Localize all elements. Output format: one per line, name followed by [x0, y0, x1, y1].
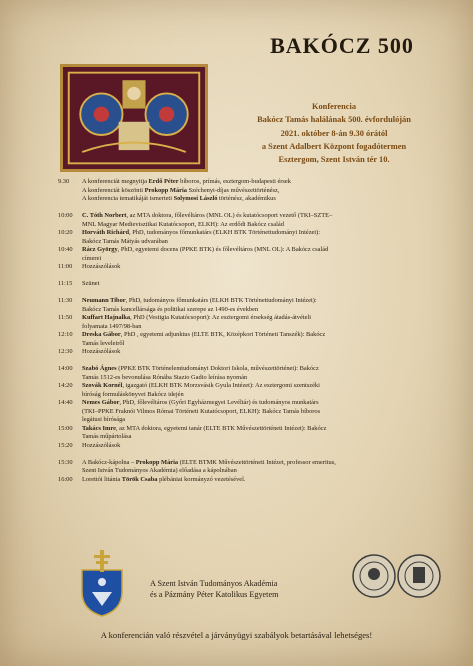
schedule-entry	[58, 476, 418, 485]
program-text: , PhD , egyetemi adjunktus (ELTE BTK, Középkori Történeti Tanszék): Bakócz	[120, 331, 326, 338]
organizer-line-2: és a Pázmány Péter Katolikus Egyetem	[150, 590, 279, 599]
entry-time: 11:30	[58, 297, 73, 304]
schedule-entry	[58, 272, 418, 281]
program-text: , PhD, tudományos főmunkatárs (ELKH BTK Történettudományi Intézet):	[129, 229, 321, 236]
schedule-entry	[58, 280, 418, 289]
speaker-name: Horváth Richárd	[82, 229, 130, 236]
program-text: (PPKE BTK Történelemtudományi Doktori Iskola, művészettörténet): Bakócz	[116, 365, 319, 372]
entry-description	[82, 280, 418, 289]
schedule-entry	[58, 382, 418, 399]
entry-time	[58, 357, 82, 366]
program-text: Bakócz Tamás Mátyás udvarában	[82, 237, 168, 245]
entry-time: 10:20	[58, 229, 73, 236]
schedule-entry	[58, 212, 418, 229]
entry-description	[82, 382, 418, 399]
program-text: (TKI–PPKE Fraknói Vilmos Római Történeti Kutatócsoport, ELKH): Bakócz Tamás bíboros	[82, 407, 321, 415]
schedule-entry	[58, 204, 418, 213]
entry-description	[82, 476, 418, 485]
entry-time: 15:20	[58, 441, 73, 449]
schedule-entry	[58, 399, 418, 425]
program-text: , PhD, tudományos főmunkatárs (ELKH BTK Történettudományi Intézet):	[125, 297, 317, 304]
entry-description	[82, 229, 418, 246]
program-text: , az MTA doktora, egyetemi tanár (ELTE BTK Művészettörténeti Intézet): Bakócz	[115, 424, 327, 432]
program-text: (ELTE BTMK Művészettörténeti Intézet, professor emeritus,	[178, 458, 336, 466]
schedule-entry	[58, 365, 418, 382]
program-text: Szent István Tudományos Akadémia) előadása a kápolnában	[82, 467, 237, 474]
entry-time	[58, 450, 82, 459]
entry-description	[82, 314, 418, 331]
conference-venue: a Szent Adalbert Központ fogadótermen	[261, 141, 407, 151]
entry-description	[82, 399, 418, 425]
entry-time: 10:40	[58, 246, 73, 253]
speaker-name: Takács Imre	[82, 424, 116, 432]
entry-time	[58, 272, 82, 281]
speaker-name: Solymosi László	[173, 195, 218, 202]
program-text: folyamata 1497/98-ban	[82, 322, 142, 330]
speaker-name: Szabó Ágnes	[82, 365, 117, 372]
entry-time: 14:00	[58, 365, 73, 372]
entry-description	[82, 272, 418, 281]
schedule-entry	[58, 425, 418, 442]
entry-description	[82, 246, 418, 263]
program-text: Tamás 1512-es bevonulása Rónába Stazio Gadio leírása nyomán	[82, 373, 248, 381]
entry-time: 16:00	[58, 475, 73, 483]
schedule-entry	[58, 246, 418, 263]
illuminated-manuscript-image	[60, 64, 208, 172]
program-text: bíboros, prímás, esztergom-budapesti érsek	[178, 178, 291, 185]
program-text: plébániai kormányzó vezetésével.	[157, 475, 246, 483]
program-text: , igazgató (ELKH BTK Morzsvásik Gyula Intézet): Az esztergomi szentszéki	[122, 382, 320, 389]
program-text: A konferenciát megnyitja	[82, 178, 149, 185]
entry-description	[82, 204, 418, 213]
speaker-name: Erdő Péter	[148, 178, 179, 185]
academy-crest-icon	[78, 548, 126, 618]
organizer-line-1: A Szent István Tudományos Akadémia	[150, 579, 278, 588]
program-text: Hozzászólások	[82, 263, 121, 270]
schedule-entry	[58, 459, 418, 476]
schedule-entry	[58, 289, 418, 298]
entry-time: 9.30	[58, 178, 70, 185]
speaker-name: Szovák Kornél	[82, 382, 123, 389]
program-text: , az MTA doktora, főlevéltáros (MNL OL) és kutatócsoport vezető (TKI–SZTE–	[126, 212, 333, 219]
speaker-name: Rácz György	[82, 246, 118, 253]
entry-description	[82, 331, 418, 348]
entry-time: 11:00	[58, 263, 73, 270]
schedule-entry	[58, 442, 418, 451]
covid-notice: A konferencián való részvétel a járványügyi szabályok betartásával lehetséges!	[100, 630, 373, 640]
speaker-name: Dreska Gábor	[82, 331, 121, 338]
entry-description	[82, 450, 418, 459]
entry-description	[82, 459, 418, 476]
speaker-name: Prokopp Mária	[135, 458, 179, 466]
program-text: Hozzászólások	[82, 441, 121, 449]
entry-time: 12:10	[58, 331, 73, 338]
schedule-entry	[58, 297, 418, 314]
schedule-entry	[58, 178, 418, 204]
conference-date: 2021. október 8-án 9.30 órától	[280, 128, 388, 138]
schedule-entry	[58, 314, 418, 331]
entry-description	[82, 425, 418, 442]
program-text: Tamás leveleiről	[82, 339, 125, 347]
entry-description	[82, 357, 418, 366]
program-text: , PhD, egyetemi docens (PPKE BTK) és főlevéltáros (MNL OL): A Bakócz család	[117, 246, 329, 253]
entry-description	[82, 442, 418, 451]
speaker-name: Nemes Gábor	[82, 399, 120, 406]
program-text: Hozzászólások	[82, 348, 121, 355]
program-text: A Bakócz-kápolna –	[82, 458, 136, 466]
speaker-name: Kuffart Hajnalka	[82, 314, 131, 321]
entry-time	[58, 204, 82, 213]
seal-logos	[352, 552, 442, 600]
speaker-name: Neumann Tibor	[82, 297, 126, 304]
entry-time: 10:00	[58, 212, 73, 219]
program-text: Tamás műpártolása	[82, 433, 132, 440]
entry-description	[82, 365, 418, 382]
program-text: Bakócz Tamás kancellársága és politikai szerepe az 1490-es években	[82, 305, 259, 313]
organizers	[150, 578, 350, 600]
schedule-entry	[58, 357, 418, 366]
entry-description	[82, 289, 418, 298]
speaker-name: C. Tóth Norbert	[82, 212, 127, 219]
program-text: címerei	[82, 254, 102, 262]
schedule-entry	[58, 229, 418, 246]
entry-description	[82, 212, 418, 229]
schedule-entry	[58, 263, 418, 272]
entry-time: 12:30	[58, 348, 73, 355]
entry-time: 11:15	[58, 280, 73, 287]
entry-description	[82, 263, 418, 272]
entry-description	[82, 348, 418, 357]
program-text: Széchenyi-díjas művészettörténész,	[186, 186, 280, 194]
conference-subtitle: Bakócz Tamás halálának 500. évfordulóján	[257, 115, 411, 125]
speaker-name: Prokopp Mária	[144, 186, 187, 194]
entry-time: 11:50	[58, 314, 73, 321]
program-text: legátusi bírósága	[82, 416, 126, 423]
entry-time: 14:40	[58, 399, 73, 406]
program-text: , PhD, főlevéltáros (Győri Egyházmegyei Levéltár) és tudományos munkatárs	[119, 399, 319, 406]
conference-label: Konferencia	[311, 102, 357, 111]
conference-address: Esztergom, Szent István tér 10.	[278, 155, 390, 165]
program-text: Szünet	[82, 280, 100, 287]
program-text: , PhD (Vestigia Kutatócsoport): Az esztergomi érsekség átadás-átvételi	[130, 314, 312, 321]
entry-time	[58, 289, 82, 298]
program-schedule	[58, 178, 418, 484]
program-text: Lorettói litánia	[82, 475, 122, 483]
program-text: A konferencia tematikáját ismerteti	[82, 195, 174, 202]
program-text: MNL Magyar Medievisztikai Kutatócsoport, ELKH): Az erdődi Bakócz család	[82, 220, 284, 228]
page-title: BAKÓCZ 500	[270, 33, 414, 58]
speaker-name: Török Csaba	[121, 475, 158, 483]
program-text: bíróság formuláskönyvei Bakócz idején	[82, 390, 184, 398]
entry-time: 14:20	[58, 382, 73, 389]
entry-description	[82, 297, 418, 314]
entry-time: 15:30	[58, 458, 73, 466]
schedule-entry	[58, 331, 418, 348]
conference-info	[214, 100, 454, 166]
program-text: A konferenciát köszönti	[82, 186, 145, 194]
entry-description	[82, 178, 418, 204]
schedule-entry	[58, 450, 418, 459]
program-text: történész, akadémikus	[217, 195, 276, 202]
schedule-entry	[58, 348, 418, 357]
entry-time: 15:00	[58, 424, 73, 432]
